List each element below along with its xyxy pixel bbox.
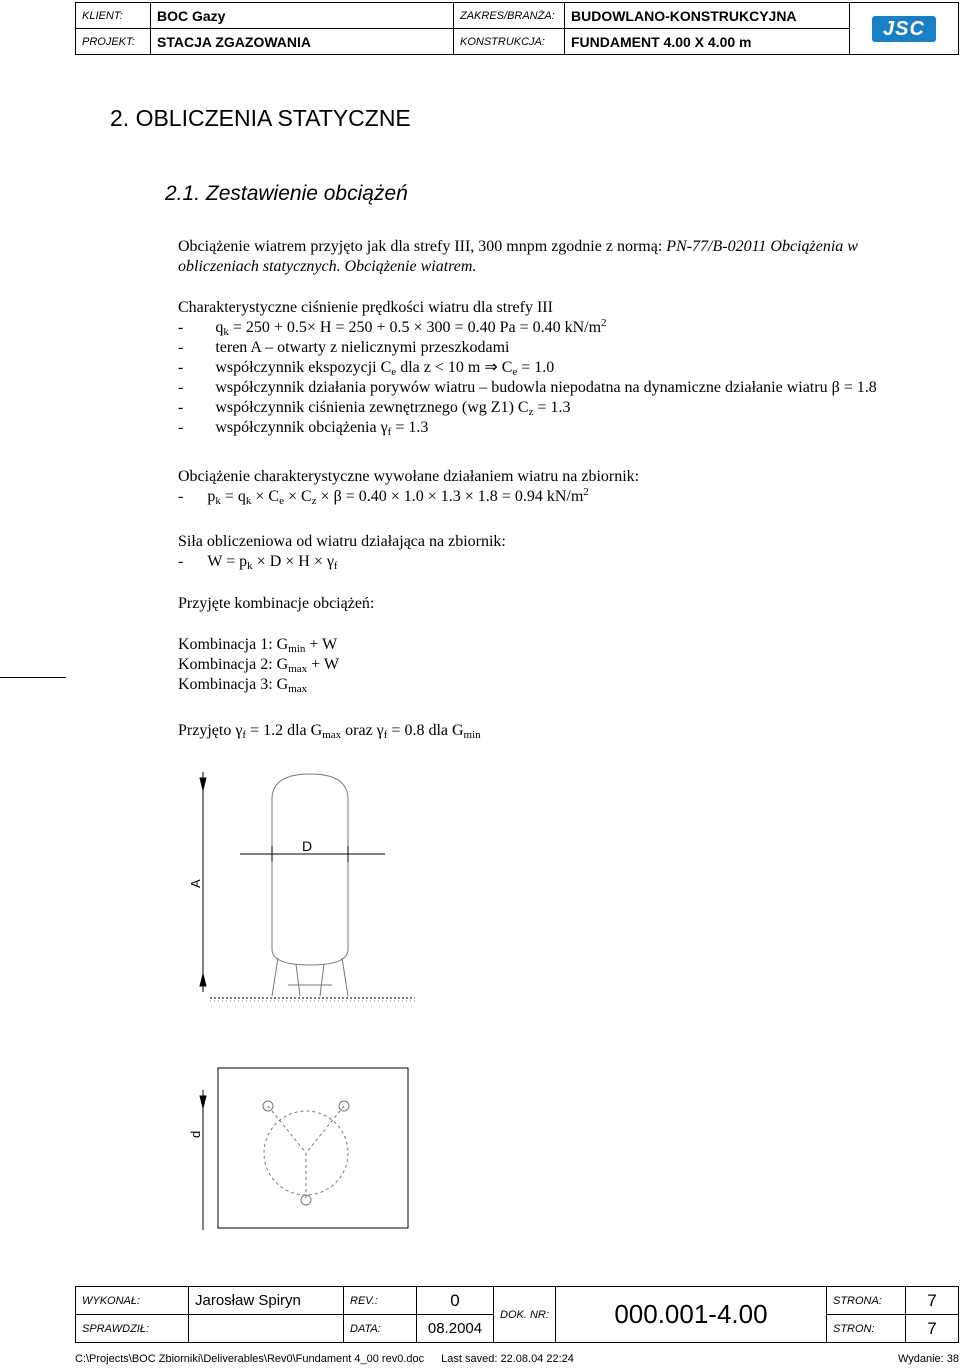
norm-title-cont: obliczeniach statycznych. Obciążenie wiatrem. <box>178 258 477 275</box>
gamma-adopted: Przyjęto $\gamma_f = 1.2$ dla $G_{max}$ oraz $\gamma_f = 0.8$ dla $G_{min}$ <box>178 722 481 741</box>
doc-number-label: DOK. NR: <box>494 1287 556 1343</box>
subsection-title: 2.1. Zestawienie obciążeń <box>165 182 408 205</box>
page-label: STRONA: <box>827 1287 906 1315</box>
scope-label: ZAKRES/BRANŻA: <box>454 3 565 29</box>
margin-mark <box>0 677 66 678</box>
jsc-logo: JSC <box>872 16 936 42</box>
file-path: C:\Projects\BOC Zbiorniki\Deliverables\Rev0\Fundament 4_00 rev0.doc <box>75 1353 425 1365</box>
design-force-formula: - $W = p_k \times D \times H \times \gamma_f$ <box>178 553 338 572</box>
section-title: 2. OBLICZENIA STATYCZNE <box>110 105 411 131</box>
author-value: Jarosław Spiryn <box>189 1287 344 1315</box>
total-pages-label: STRON: <box>827 1315 906 1343</box>
label-diameter-lower: d <box>188 1130 203 1138</box>
list-item-gamma: - współczynnik obciążenia $\gamma_f = 1.3$ <box>178 419 429 438</box>
checker-value <box>189 1315 344 1343</box>
arrow-plan-top-icon <box>200 1096 206 1108</box>
implies-arrow-icon: ⇒ <box>484 359 498 376</box>
combination-3: Kombinacja 3: $G_{max}$ <box>178 676 308 695</box>
arrow-bottom-icon <box>200 974 206 986</box>
design-force-block <box>178 531 948 571</box>
plan-view <box>200 1068 408 1230</box>
tank-shell <box>272 774 348 965</box>
company-logo <box>850 3 959 55</box>
page-value: 7 <box>906 1287 959 1315</box>
construction-label: KONSTRUKCJA: <box>454 29 565 55</box>
list-item-ce: - współczynnik ekspozycji $C_e$ dla z < 10 m ⇒ $C_e = 1.0$ <box>178 359 555 378</box>
list-item-beta: - współczynnik działania porywów wiatru – budowla niepodatna na dynamiczne działanie wiatru β = 1.8 <box>178 379 877 396</box>
date-label: DATA: <box>344 1315 417 1343</box>
label-height-a: A <box>188 879 203 888</box>
list-item-teren: - teren A – otwarty z nielicznymi przeszkodami <box>178 339 510 356</box>
tank-drawing <box>150 760 630 1230</box>
edition: Wydanie: 38 <box>897 1353 959 1365</box>
design-force-heading: Siła obliczeniowa od wiatru działająca na zbiornik: <box>178 533 506 550</box>
last-saved: Last saved: 22.08.04 22:24 <box>441 1353 574 1365</box>
client-label: KLIENT: <box>76 3 151 29</box>
norm-reference: PN-77/B-02011 Obciążenia w <box>666 238 858 255</box>
author-label: WYKONAŁ: <box>76 1287 189 1315</box>
client-value: BOC Gazy <box>151 3 454 29</box>
wind-heading: Charakterystyczne ciśnienie prędkości wiatru dla strefy III <box>178 299 553 316</box>
intro-paragraph <box>178 236 948 276</box>
project-label: PROJEKT: <box>76 29 151 55</box>
date-value: 08.2004 <box>417 1315 494 1343</box>
doc-number-value: 000.001-4.00 <box>555 1287 826 1343</box>
list-item-cz: - współczynnik ciśnienia zewnętrznego (wg Z1) $C_z = 1.3$ <box>178 399 571 418</box>
total-pages-value: 7 <box>906 1315 959 1343</box>
arrow-top-icon <box>200 778 206 790</box>
revision-label: REV.: <box>344 1287 417 1315</box>
file-info-line <box>75 1353 959 1365</box>
checker-label: SPRAWDZIŁ: <box>76 1315 189 1343</box>
char-load-heading: Obciążenie charakterystyczne wywołane działaniem wiatru na zbiornik: <box>178 468 640 485</box>
revision-value: 0 <box>417 1287 494 1315</box>
combination-1: Kombinacja 1: $G_{min} + W$ <box>178 636 338 655</box>
combinations-list <box>178 634 948 694</box>
combinations-block <box>178 593 948 613</box>
title-block-header <box>75 2 959 55</box>
foundation-outline <box>218 1068 408 1228</box>
title-block-footer <box>75 1286 959 1343</box>
project-value: STACJA ZGAZOWANIA <box>151 29 454 55</box>
construction-value: FUNDAMENT 4.00 X 4.00 m <box>565 29 850 55</box>
wind-parameters <box>178 297 948 437</box>
scope-value: BUDOWLANO-KONSTRUKCYJNA <box>565 3 850 29</box>
list-item-qk: - $q_k = 250 + 0.5\times H = 250 + 0.5 \times 300 = 0.40$ Pa = 0.40 $kN/m^2$ <box>178 317 607 338</box>
intro-text: Obciążenie wiatrem przyjęto jak dla strefy III, 300 mnpm zgodnie z normą: <box>178 238 667 255</box>
elevation-view <box>200 772 415 1001</box>
char-load-formula: - $p_k = q_k \times C_e \times C_z \times \beta = 0.40 \times 1.0 \times 1.3 \times 1.8 = 0.94$ $kN/m^2$ <box>178 486 589 507</box>
combinations-heading: Przyjęte kombinacje obciążeń: <box>178 595 375 612</box>
label-diameter-upper: D <box>302 838 313 854</box>
char-load-block <box>178 466 948 506</box>
combination-2: Kombinacja 2: $G_{max} + W$ <box>178 656 339 675</box>
